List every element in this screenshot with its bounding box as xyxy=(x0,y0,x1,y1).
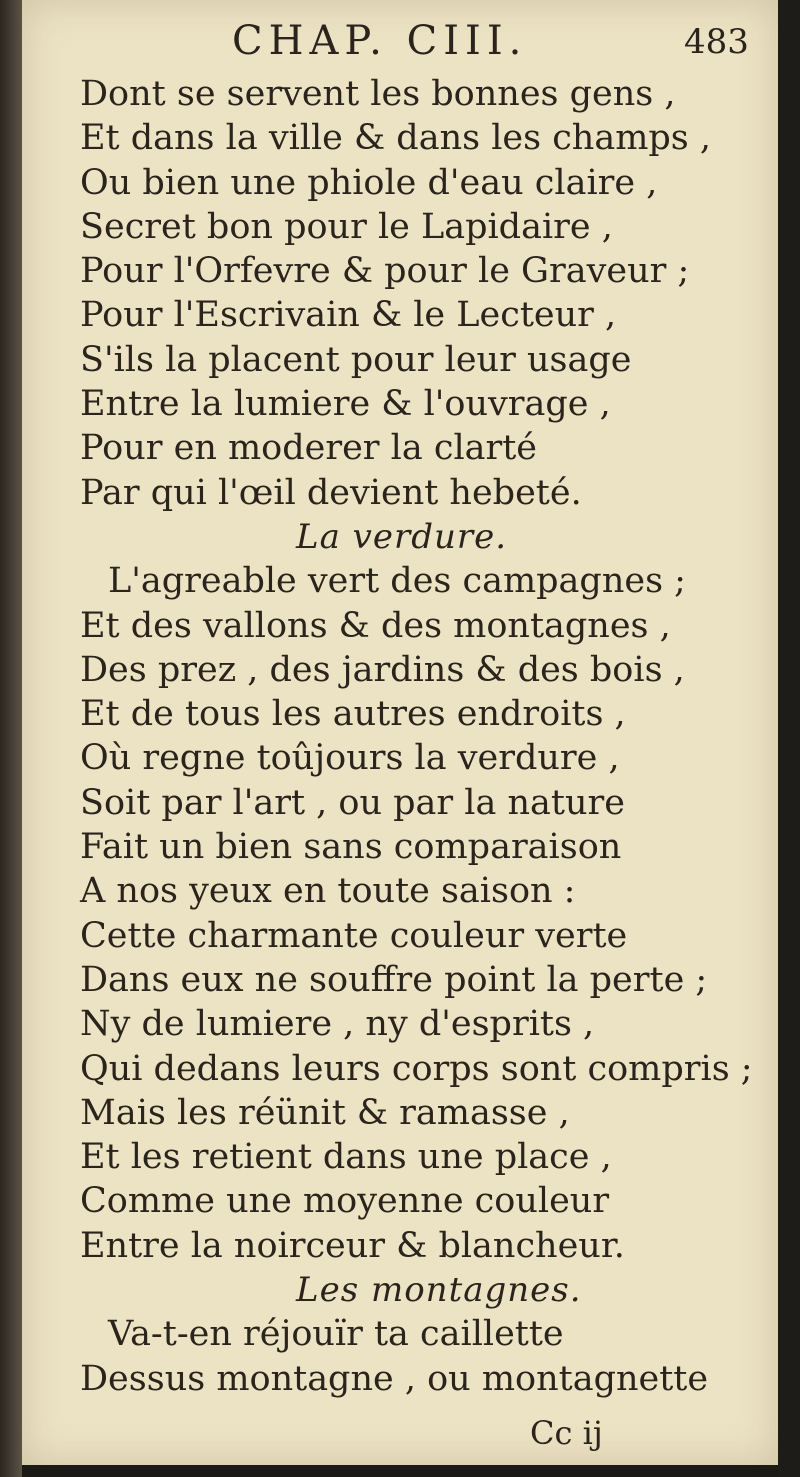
section-heading-montagnes: Les montagnes. xyxy=(296,1270,582,1311)
verse-line: Cette charmante couleur verte xyxy=(80,915,628,956)
poem-text xyxy=(80,72,753,1401)
verse-line: Comme une moyenne couleur xyxy=(80,1181,610,1222)
verse-line: Ny de lumiere , ny d'esprits , xyxy=(80,1004,595,1045)
verse-line: Et de tous les autres endroits , xyxy=(80,694,626,735)
verse-line: Qui dedans leurs corps sont compris ; xyxy=(80,1048,753,1089)
verse-line: S'ils la placent pour leur usage xyxy=(80,339,632,380)
running-head: CHAP. CIII. xyxy=(232,18,528,64)
verse-line: Pour l'Orfevre & pour le Graveur ; xyxy=(80,251,690,292)
book-page xyxy=(22,0,778,1465)
verse-line: Soit par l'art , ou par la nature xyxy=(80,782,625,823)
verse-line: Et des vallons & des montagnes , xyxy=(80,605,671,646)
book-edge-right xyxy=(778,0,800,1477)
verse-line: Entre la noirceur & blancheur. xyxy=(80,1225,625,1266)
verse-line: Dont se servent les bonnes gens , xyxy=(80,74,676,114)
verse-line: L'agreable vert des campagnes ; xyxy=(108,561,686,602)
verse-line: Ou bien une phiole d'eau claire , xyxy=(80,162,658,203)
section-heading-verdure: La verdure. xyxy=(296,516,508,557)
verse-line: Dans eux ne souffre point la perte ; xyxy=(80,959,708,1000)
verse-line: Mais les réünit & ramasse , xyxy=(80,1092,570,1133)
book-edge-left xyxy=(0,0,22,1477)
verse-line: Des prez , des jardins & des bois , xyxy=(80,649,685,690)
verse-line: Va-t-en réjouïr ta caillette xyxy=(108,1314,564,1355)
verse-line: Pour en moderer la clarté xyxy=(80,428,538,469)
verse-line: Et les retient dans une place , xyxy=(80,1137,612,1178)
verse-line: Secret bon pour le Lapidaire , xyxy=(80,206,613,247)
page-number: 483 xyxy=(684,22,749,62)
verse-line: A nos yeux en toute saison : xyxy=(80,871,576,912)
verse-line: Où regne toûjours la verdure , xyxy=(80,738,620,779)
verse-line: Pour l'Escrivain & le Lecteur , xyxy=(80,295,617,336)
verse-line: Fait un bien sans comparaison xyxy=(80,827,622,868)
verse-line: Entre la lumiere & l'ouvrage , xyxy=(80,384,611,425)
verse-line: Et dans la ville & dans les champs , xyxy=(80,118,712,159)
page-header xyxy=(22,18,778,70)
signature-mark: Cc ij xyxy=(530,1414,603,1452)
verse-line: Dessus montagne , ou montagnette xyxy=(80,1358,709,1399)
verse-line: Par qui l'œil devient hebeté. xyxy=(80,472,582,513)
